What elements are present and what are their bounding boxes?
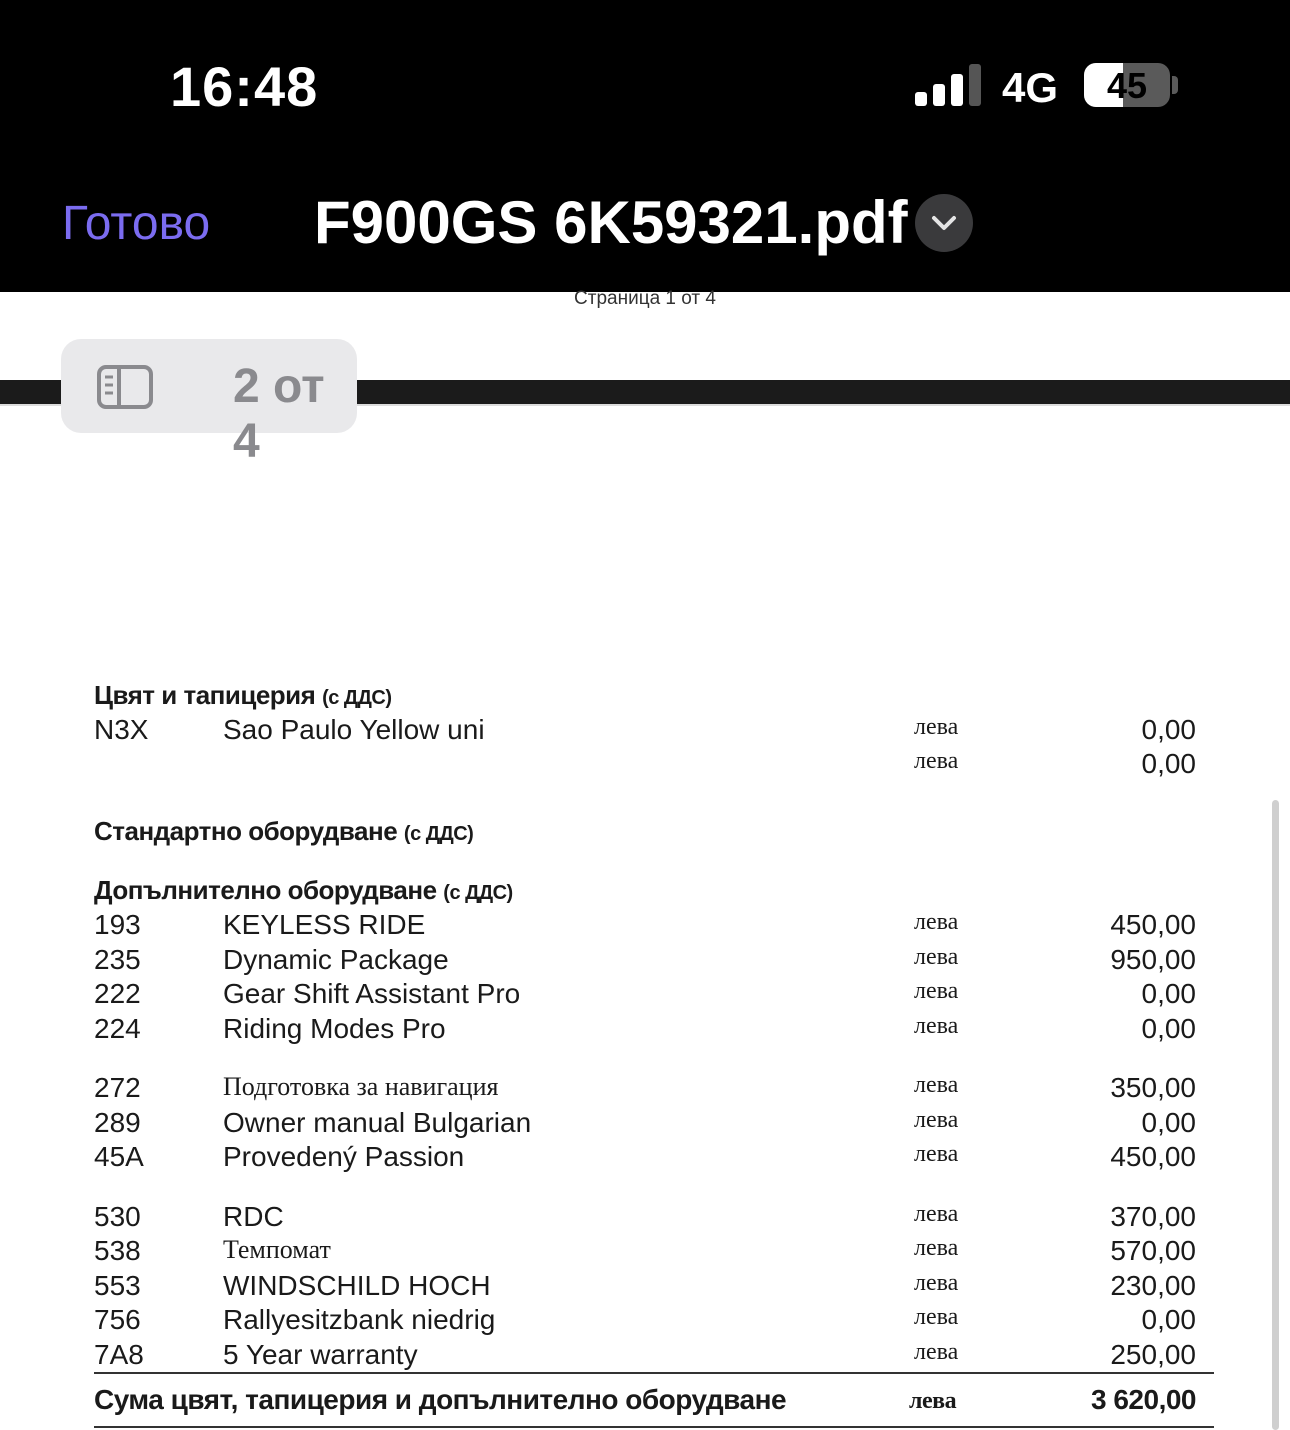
table-row [94, 1072, 1204, 1106]
row-currency: лева [914, 1201, 959, 1227]
row-amount: 230,00 [1110, 1270, 1196, 1301]
row-code: 235 [94, 944, 141, 975]
row-amount: 450,00 [1110, 1141, 1196, 1172]
scrollbar[interactable] [1272, 800, 1279, 1430]
row-name: WINDSCHILD HOCH [223, 1270, 491, 1301]
row-currency: лева [914, 1107, 959, 1133]
row-currency: лева [914, 978, 959, 1004]
row-code: 538 [94, 1235, 141, 1266]
table-row [94, 1201, 1204, 1235]
table-row [94, 748, 1204, 782]
table-row [94, 1141, 1204, 1175]
row-currency: лева [914, 1013, 959, 1039]
row-name: Rallyesitzbank niedrig [223, 1304, 496, 1335]
row-code: 756 [94, 1304, 141, 1335]
table-row [94, 1339, 1204, 1373]
row-currency: лева [914, 1304, 959, 1330]
row-code: 222 [94, 978, 141, 1009]
color-section-heading [94, 680, 392, 711]
table-row [94, 1304, 1204, 1338]
row-code: 193 [94, 909, 141, 940]
row-currency: лева [914, 714, 959, 740]
row-currency: лева [914, 1270, 959, 1296]
row-currency: лева [914, 748, 959, 774]
table-row [94, 1235, 1204, 1269]
extra-section-title: Допълнително оборудване [94, 875, 437, 905]
row-code: 530 [94, 1201, 141, 1232]
row-code: 553 [94, 1270, 141, 1301]
total-rule-top [94, 1372, 1214, 1374]
row-amount: 0,00 [1141, 1304, 1196, 1335]
table-row [94, 714, 1204, 748]
row-amount: 0,00 [1141, 978, 1196, 1009]
table-row [94, 1107, 1204, 1141]
title-menu-button[interactable] [915, 194, 973, 252]
row-code: 224 [94, 1013, 141, 1044]
row-name: RDC [223, 1201, 284, 1232]
battery-tip [1172, 76, 1178, 94]
row-amount: 370,00 [1110, 1201, 1196, 1232]
table-row [94, 1270, 1204, 1304]
row-name: Подготовка за навигация [223, 1072, 499, 1101]
row-currency: лева [914, 944, 959, 970]
done-button[interactable]: Готово [62, 197, 211, 250]
row-code: 272 [94, 1072, 141, 1103]
top-bar [0, 0, 1290, 292]
row-code: 45A [94, 1141, 144, 1172]
row-amount: 450,00 [1110, 909, 1196, 940]
status-time: 16:48 [170, 55, 319, 118]
row-amount: 0,00 [1141, 714, 1196, 745]
chevron-down-icon [929, 213, 959, 233]
extra-section-heading [94, 875, 513, 906]
table-row [94, 944, 1204, 978]
row-amount: 0,00 [1141, 1107, 1196, 1138]
document-title: F900GS 6K59321.pdf [314, 189, 908, 256]
extra-section-suffix: (с ДДС) [443, 882, 513, 904]
color-section-title: Цвят и тапицерия [94, 680, 316, 710]
row-currency: лева [914, 909, 959, 935]
sidebar-icon [97, 365, 153, 409]
row-name: Riding Modes Pro [223, 1013, 446, 1044]
total-amount: 3 620,00 [1091, 1384, 1196, 1415]
total-rule-bottom [94, 1426, 1214, 1428]
row-amount: 350,00 [1110, 1072, 1196, 1103]
table-row [94, 1013, 1204, 1047]
page-indicator[interactable] [61, 339, 357, 468]
row-name: Gear Shift Assistant Pro [223, 978, 521, 1009]
row-name: KEYLESS RIDE [223, 909, 426, 940]
row-currency: лева [914, 1072, 959, 1098]
row-name: Owner manual Bulgarian [223, 1107, 532, 1138]
standard-section-title: Стандартно оборудване [94, 816, 398, 846]
row-amount: 0,00 [1141, 748, 1196, 779]
battery-icon [1084, 63, 1170, 107]
row-code: N3X [94, 714, 149, 745]
row-amount: 250,00 [1110, 1339, 1196, 1370]
row-name: Темпомат [223, 1235, 331, 1264]
total-currency: лева [909, 1388, 957, 1414]
page-caption: Страница 1 от 4 [574, 288, 716, 309]
table-row [94, 909, 1204, 943]
row-code: 289 [94, 1107, 141, 1138]
row-amount: 570,00 [1110, 1235, 1196, 1266]
network-type: 4G [1002, 64, 1059, 111]
row-name: Provedený Passion [223, 1141, 465, 1172]
row-code: 7A8 [94, 1339, 144, 1370]
row-currency: лева [914, 1141, 959, 1167]
row-name: Dynamic Package [223, 944, 449, 975]
row-currency: лева [914, 1339, 959, 1365]
standard-section-heading [94, 816, 473, 847]
row-currency: лева [914, 1235, 959, 1261]
battery-percent: 45 [1106, 65, 1148, 106]
row-amount: 0,00 [1141, 1013, 1196, 1044]
color-section-suffix: (с ДДС) [322, 687, 392, 709]
row-amount: 950,00 [1110, 944, 1196, 975]
table-row [94, 978, 1204, 1012]
signal-icon [915, 64, 985, 106]
row-name: Sao Paulo Yellow uni [223, 714, 485, 745]
row-name: 5 Year warranty [223, 1339, 418, 1370]
total-label: Сума цвят, тапицерия и допълнително оборудване [94, 1384, 787, 1415]
page-indicator-label: 2 от 4 [233, 360, 325, 468]
standard-section-suffix: (с ДДС) [403, 823, 474, 845]
